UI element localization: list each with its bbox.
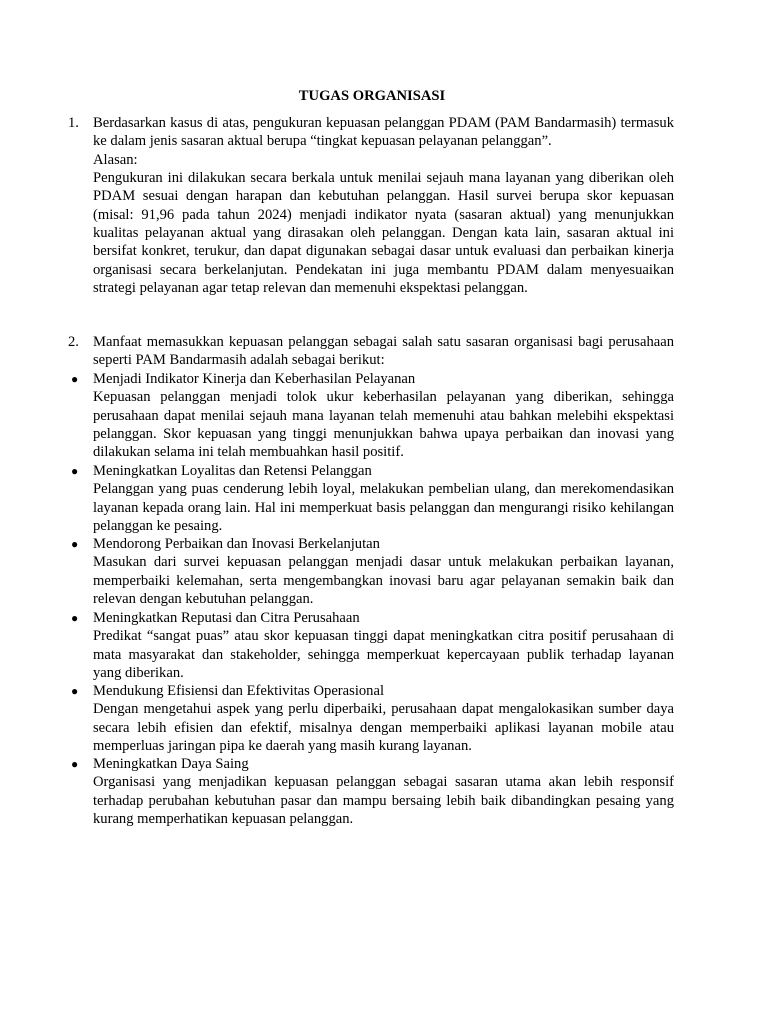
item-2-intro: Manfaat memasukkan kepuasan pelanggan sebagai salah satu sasaran organisasi bagi perusahaan seperti PAM Bandarmasih adalah sebagai berikut: (93, 334, 674, 369)
bullet-1-symbol: ● (71, 372, 79, 386)
item-1-reason: Pengukuran ini dilakukan secara berkala untuk menilai sejauh mana layanan yang diberikan oleh PDAM sesuai dengan harapan dan kebutuhan pelanggan. Hasil survei berupa skor kepuasan (misal: 91,96 pada tahun 2024) menjadi indikator nyata (sasaran aktual) yang menunjukkan kualitas pelayanan aktual yang dirasakan oleh pelanggan. Dengan kata lain, sasaran aktual ini bersifat konkret, terukur, dan dapat digunakan sebagai dasar untuk evaluasi dan perbaikan kinerja organisasi secara berkelanjutan. Pendekatan ini juga membantu PDAM dalam menyesuaikan strategi pelayanan agar tetap relevan dan memenuhi ekspektasi pelanggan. (93, 170, 674, 297)
item-1-number: 1. (68, 115, 79, 131)
bullet-4-heading: Meningkatkan Reputasi dan Citra Perusahaan (93, 610, 360, 626)
item-2-number: 2. (68, 334, 79, 350)
bullet-3-block (93, 535, 674, 608)
bullet-6-symbol: ● (71, 757, 79, 771)
item-2-intro-block (93, 333, 674, 370)
item-1-block (93, 114, 674, 297)
bullet-6-block (93, 755, 674, 828)
bullet-5-symbol: ● (71, 684, 79, 698)
bullet-1-block (93, 370, 674, 462)
bullet-6-heading: Meningkatkan Daya Saing (93, 756, 249, 772)
bullet-3-heading: Mendorong Perbaikan dan Inovasi Berkelanjutan (93, 536, 380, 552)
bullet-3-symbol: ● (71, 537, 79, 551)
bullet-2-body: Pelanggan yang puas cenderung lebih loyal, melakukan pembelian ulang, dan merekomendasikan layanan kepada orang lain. Hal ini memperkuat basis pelanggan dan mengurangi risiko kehilangan pelanggan ke pesaing. (93, 481, 674, 535)
bullet-3-body: Masukan dari survei kepuasan pelanggan menjadi dasar untuk melakukan perbaikan layanan, memperbaiki kelemahan, serta mengembangkan inovasi baru agar pelayanan semakin baik dan relevan dengan kebutuhan pelanggan. (93, 554, 674, 608)
bullet-2-symbol: ● (71, 464, 79, 478)
bullet-4-symbol: ● (71, 611, 79, 625)
bullet-4-body: Predikat “sangat puas” atau skor kepuasan tinggi dapat meningkatkan citra positif perusahaan di mata masyarakat dan stakeholder, sehingga memperkuat kepercayaan publik terhadap layanan yang diberikan. (93, 628, 674, 682)
item-1-reason-label: Alasan: (93, 151, 138, 168)
document-title: TUGAS ORGANISASI (298, 88, 446, 104)
bullet-2-block (93, 462, 674, 535)
bullet-4-block (93, 609, 674, 682)
item-1-question: Berdasarkan kasus di atas, pengukuran kepuasan pelanggan PDAM (PAM Bandarmasih) termasuk ke dalam jenis sasaran aktual berupa “tingkat kepuasan pelayanan pelanggan”. (93, 115, 674, 150)
bullet-5-heading: Mendukung Efisiensi dan Efektivitas Operasional (93, 683, 384, 699)
bullet-6-body: Organisasi yang menjadikan kepuasan pelanggan sebagai sasaran utama akan lebih responsif terhadap perubahan kebutuhan pasar dan mampu bersaing lebih baik dibandingkan pesaing yang kurang memperhatikan kepuasan pelanggan. (93, 774, 674, 828)
bullet-2-heading: Meningkatkan Loyalitas dan Retensi Pelanggan (93, 463, 372, 479)
bullet-5-block (93, 682, 674, 755)
bullet-5-body: Dengan mengetahui aspek yang perlu diperbaiki, perusahaan dapat mengalokasikan sumber daya secara lebih efisien dan efektif, misalnya dengan memperbaiki aplikasi layanan mobile atau memperluas jaringan pipa ke daerah yang masih kurang layanan. (93, 701, 674, 755)
bullet-1-heading: Menjadi Indikator Kinerja dan Keberhasilan Pelayanan (93, 371, 416, 387)
bullet-1-body: Kepuasan pelanggan menjadi tolok ukur keberhasilan pelayanan yang diberikan, sehingga perusahaan dapat menilai sejauh mana layanan telah memenuhi atau bahkan melebihi ekspektasi pelanggan. Skor kepuasan yang tinggi menunjukkan bahwa upaya perbaikan dan inovasi yang dilakukan selama ini telah membuahkan hasil positif. (93, 389, 674, 461)
